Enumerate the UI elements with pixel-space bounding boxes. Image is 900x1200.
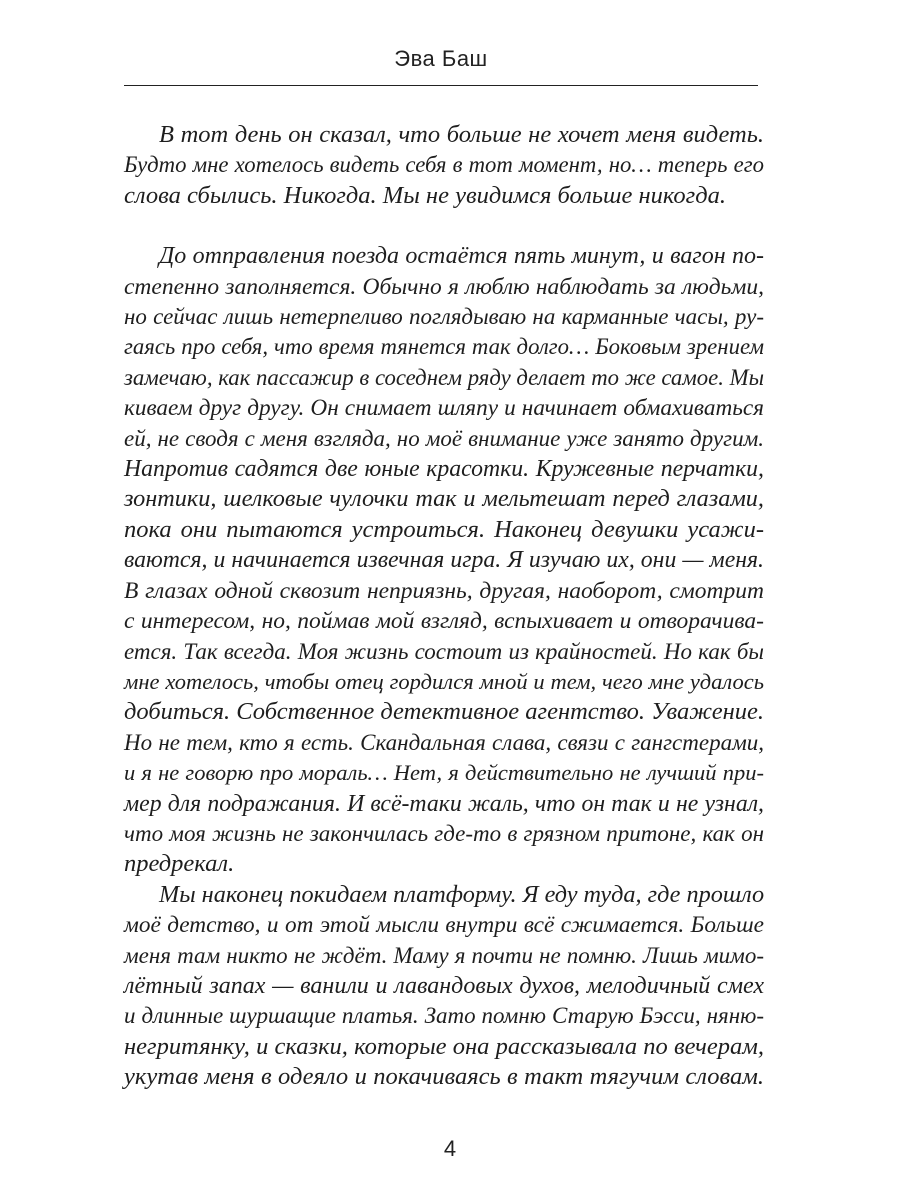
text-line: но сейчас лишь нетерпеливо поглядываю на карманные часы, ру- [124,304,764,330]
text-line: замечаю, как пассажир в соседнем ряду делает то же самое. Мы [124,364,764,390]
text-line: ется. Так всегда. Моя жизнь состоит из крайностей. Но как бы [124,638,764,664]
text-line: лётный запах — ванили и лавандовых духов, мелодичный смех [124,972,764,999]
paragraph [124,241,764,880]
text-line: с интересом, но, поймав мой взгляд, вспыхивает и отворачива- [124,608,764,635]
text-line: предрекал. [124,850,235,878]
text-line: моё детство, и от этой мысли внутри всё сжимается. Больше [124,912,764,939]
text-line: В тот день он сказал, что больше не хочет меня видеть. [159,121,764,148]
text-line: степенно заполняется. Обычно я люблю наблюдать за людьми, [124,273,764,300]
text-line: что моя жизнь не закончилась где-то в грязном притоне, как он [124,820,764,846]
text-line: и я не говорю про мораль… Нет, я действительно не лучший при- [124,760,764,786]
text-line: гаясь про себя, что время тянется так долго… Боковым зрением [124,334,764,360]
text-line: Напротив садятся две юные красотки. Кружевные перчатки, [124,456,764,483]
text-line: мер для подражания. И всё-таки жаль, что он так и не узнал, [124,790,764,817]
text-line: и длинные шуршащие платья. Зато помню Старую Бэсси, няню- [124,1003,764,1029]
text-line: добиться. Собственное детективное агентство. Уважение. [124,698,764,726]
text-line: мне хотелось, чтобы отец гордился мной и тем, чего мне удалось [124,668,764,694]
text-line: ей, не сводя с меня взгляда, но моё внимание уже занято другим. [124,425,764,451]
paragraph [124,120,764,211]
text-line: В глазах одной сквозит неприязнь, другая, наоборот, смотрит [124,577,764,604]
text-line: киваем друг другу. Он снимает шляпу и начинает обмахиваться [124,395,764,422]
text-line: Мы наконец покидаем платформу. Я еду туда, где прошло [159,880,765,908]
text-line: укутав меня в одеяло и покачиваясь в такт тягучим словам. [124,1063,764,1091]
text-line: зонтики, шелковые чулочки так и мельтешат перед глазами, [124,485,764,513]
text-line: меня там никто не ждёт. Маму я почти не помню. Лишь мимо- [124,942,764,968]
header-rule [124,85,758,86]
text-line: пока они пытаются устроиться. Наконец девушки усажи- [124,515,764,543]
text-line: ваются, и начинается извечная игра. Я изучаю их, они — меня. [124,547,764,574]
text-line: Но не тем, кто я есть. Скандальная слава, связи с гангстерами, [124,729,764,755]
paragraph-gap [124,211,764,241]
running-header-author: Эва Баш [394,46,488,71]
text-line: До отправления поезда остаётся пять минут, и вагон по- [159,243,764,270]
page-body [124,120,764,1093]
page-number: 4 [443,1136,457,1161]
text-line: Будто мне хотелось видеть себя в тот момент, но… теперь его [124,152,764,178]
text-line: негритянку, и сказки, которые она рассказывала по вечерам, [124,1032,764,1060]
paragraph [124,880,764,1093]
text-line: слова сбылись. Никогда. Мы не увидимся больше никогда. [124,181,726,209]
